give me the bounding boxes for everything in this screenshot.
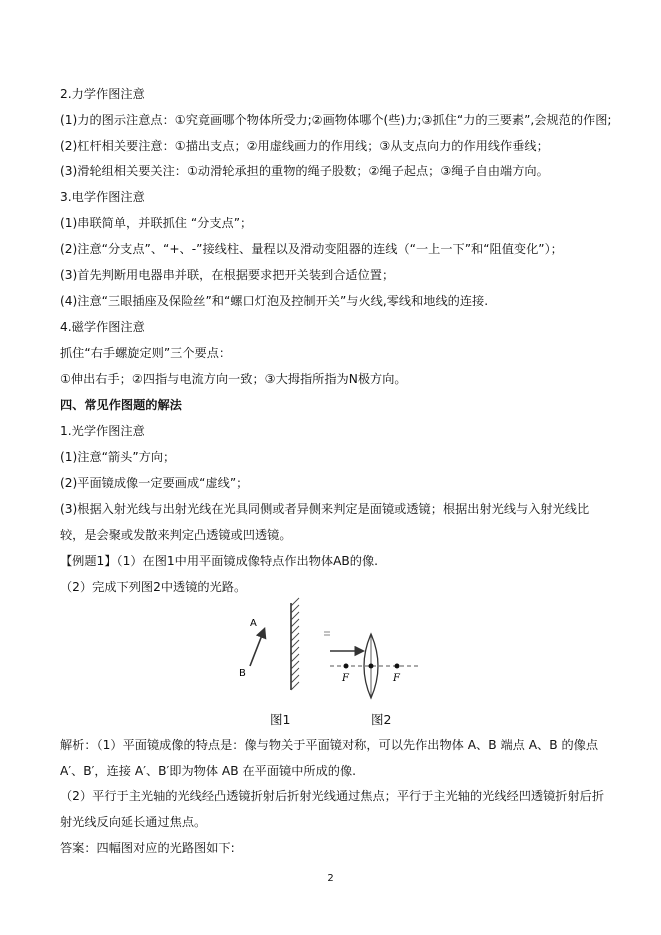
- optical-center: [369, 664, 374, 669]
- analysis-part-1: 解析：（1）平面镜成像的特点是：像与物关于平面镜对称，可以先作出物体 A、B 端点 A、B 的像点 A′、B′，连接 A′、B′即为物体 AB 在平面镜中所成的像.: [60, 738, 599, 778]
- page-number: 2: [327, 873, 334, 884]
- label-f-left: F: [342, 673, 349, 684]
- elec-item-4: (4)注意“三眼插座及保险丝”和“螺口灯泡及控制开关”与火线,零线和地线的连接.: [60, 294, 489, 308]
- example-question-2: （2）完成下列图2中透镜的光路。: [60, 580, 247, 594]
- mech-section-title: 2.力学作图注意: [60, 87, 145, 101]
- answer-line: 答案：四幅图对应的光路图如下:: [60, 841, 235, 855]
- mag-item-2: ①伸出右手；②四指与电流方向一致；③大拇指所指为N极方向。: [60, 372, 407, 386]
- opt-item-2: (2)平面镜成像一定要画成“虚线”；: [60, 476, 249, 490]
- example-question-1: 【例题1】（1）在图1中用平面镜成像特点作出物体AB的像.: [60, 554, 379, 568]
- label-a: A: [250, 618, 257, 629]
- mech-item-2: (2)杠杆相关要注意：①描出支点；②用虚线画力的作用线；③从支点向力的作用线作垂线；: [60, 139, 549, 153]
- mech-item-3: (3)滑轮组相关要关注：①动滑轮承担的重物的绳子股数；②绳子起点；③绳子自由端方向。: [60, 164, 549, 178]
- figure-1-caption: 图1: [270, 712, 291, 727]
- mag-item-1: 抓住“右手螺旋定则”三个要点：: [60, 346, 232, 360]
- elec-item-3: (3)首先判断用电器串并联，在根据要求把开关装到合适位置；: [60, 268, 395, 282]
- part4-heading: 四、常见作图题的解法: [60, 398, 182, 412]
- opt-item-3: (3)根据入射光线与出射光线在光具同侧或者异侧来判定是面镜或透镜；根据出射光线与入射光线比较，是会聚或发散来判定凸透镜或凹透镜。: [60, 502, 590, 542]
- focus-point-left: [344, 664, 349, 669]
- focus-point-right: [395, 664, 400, 669]
- mag-section-title: 4.磁学作图注意: [60, 320, 145, 334]
- analysis-part-2: （2）平行于主光轴的光线经凸透镜折射后折射光线通过焦点；平行于主光轴的光线经凹透镜折射后折射光线反向延长通过焦点。: [60, 789, 605, 829]
- figure-2-caption: 图2: [371, 712, 392, 727]
- label-b: B: [239, 668, 246, 679]
- mirror-hatching: [291, 598, 299, 690]
- elec-section-title: 3.电学作图注意: [60, 190, 145, 204]
- mech-item-1: (1)力的图示注意点：①究竟画哪个物体所受力;②画物体哪个(些)力;③抓住“力的三要素”,会规范的作图;: [60, 113, 612, 127]
- object-ab-arrow: [250, 630, 264, 666]
- opt-item-1: (1)注意“箭头”方向；: [60, 450, 176, 464]
- elec-item-1: (1)串联简单，并联抓住 “分支点”；: [60, 216, 253, 230]
- elec-item-2: (2)注意“分支点”、“+、-”接线柱、量程以及滑动变阻器的连线（“一上一下”和“阻值变化”）；: [60, 242, 563, 256]
- label-f-right: F: [393, 673, 400, 684]
- opt-section-title: 1.光学作图注意: [60, 424, 145, 438]
